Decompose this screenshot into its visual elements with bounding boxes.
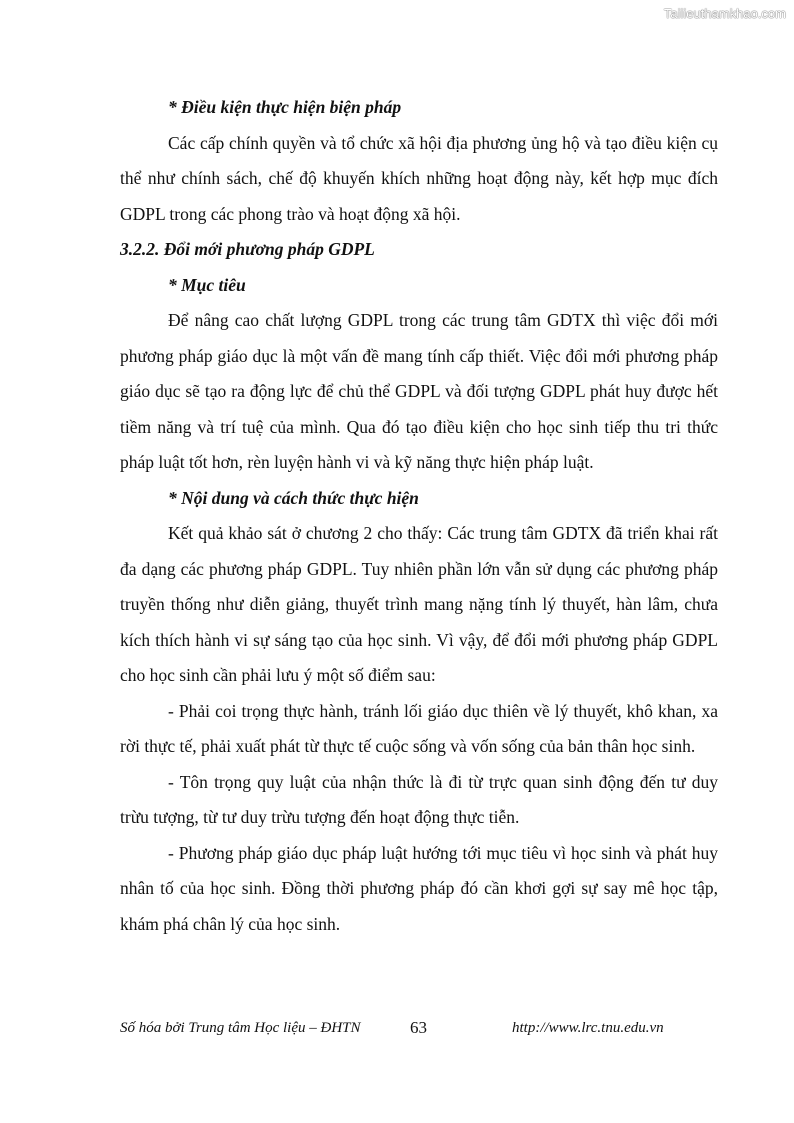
section-heading-3-2-2: 3.2.2. Đổi mới phương pháp GDPL <box>120 239 375 259</box>
footer-url: http://www.lrc.tnu.edu.vn <box>512 1020 664 1036</box>
page-number: 63 <box>410 1018 427 1037</box>
paragraph-conditions: Các cấp chính quyền và tổ chức xã hội địa phương ủng hộ và tạo điều kiện cụ thể như chính sách, chế độ khuyến khích những hoạt động này, kết hợp mục đích GDPL trong các phong trào và hoạt động xã hội. <box>120 132 718 224</box>
paragraph-objective: Để nâng cao chất lượng GDPL trong các trung tâm GDTX thì việc đổi mới phương pháp giáo dục là một vấn đề mang tính cấp thiết. Việc đổi mới phương pháp giáo dục sẽ tạo ra động lực để chủ thể GDPL và đối tượng GDPL phát huy được hết tiềm năng và trí tuệ của mình. Qua đó tạo điều kiện cho học sinh tiếp thu tri thức pháp luật tốt hơn, rèn luyện hành vi và kỹ năng thực hiện pháp luật. <box>120 310 718 472</box>
heading-content-method: * Nội dung và cách thức thực hiện <box>168 487 419 508</box>
paragraph-survey: Kết quả khảo sát ở chương 2 cho thấy: Các trung tâm GDTX đã triển khai rất đa dạng các phương pháp GDPL. Tuy nhiên phần lớn vẫn sử dụng các phương pháp truyền thống như diễn giảng, thuyết trình mang nặng tính lý thuyết, hàn lâm, chưa kích thích hành vi sự sáng tạo của học sinh. Vì vậy, để đổi mới phương pháp GDPL cho học sinh cần phải lưu ý một số điểm sau: <box>120 523 718 685</box>
page-footer <box>120 1020 718 1044</box>
page-body <box>120 90 718 942</box>
footer-digitized-by: Số hóa bởi Trung tâm Học liệu – ĐHTN <box>120 1020 361 1036</box>
bullet-cognition: - Tôn trọng quy luật của nhận thức là đi từ trực quan sinh động đến tư duy trừu tượng, từ tư duy trừu tượng đến hoạt động thực tiễn. <box>120 771 718 827</box>
watermark-text: Tailieuthamkhao.com <box>663 6 786 21</box>
heading-conditions: * Điều kiện thực hiện biện pháp <box>168 97 402 117</box>
heading-objective: * Mục tiêu <box>168 274 246 295</box>
bullet-practice: - Phải coi trọng thực hành, tránh lối giáo dục thiên về lý thuyết, khô khan, xa rời thực tế, phải xuất phát từ thực tế cuộc sống và vốn sống của bản thân học sinh. <box>120 700 718 756</box>
bullet-student-centered: - Phương pháp giáo dục pháp luật hướng tới mục tiêu vì học sinh và phát huy nhân tố của học sinh. Đồng thời phương pháp đó cần khơi gợi sự say mê học tập, khám phá chân lý của học sinh. <box>120 842 718 934</box>
